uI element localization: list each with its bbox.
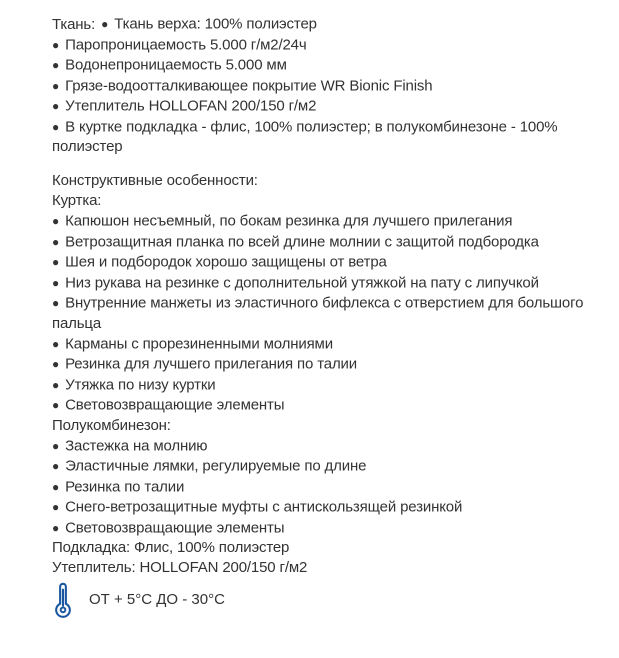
jacket-bullet-line — [52, 252, 608, 273]
jacket-item: Шея и подбородок хорошо защищены от ветра — [65, 253, 387, 271]
bullet-marker: ● — [52, 255, 60, 269]
bullet-marker: ● — [52, 58, 60, 72]
fabric-item: Грязе-водоотталкивающее покрытие WR Bionic Finish — [65, 77, 433, 94]
fabric-label: Ткань: — [52, 15, 96, 33]
bullet-marker: ● — [52, 275, 60, 290]
jacket-item: Карманы с прорезиненными молниями — [65, 335, 333, 352]
bullet-marker: ● — [52, 357, 60, 371]
fabric-item: Паропроницаемость 5.000 г/м2/24ч — [65, 36, 307, 53]
bullet-marker: ● — [101, 17, 109, 31]
overalls-bullet-line — [52, 518, 608, 539]
bullet-marker: ● — [52, 296, 60, 310]
fabric-item: Утеплитель HOLLOFAN 200/150 г/м2 — [65, 97, 317, 115]
jacket-item: Капюшон несъемный, по бокам резинка для лучшего прилегания — [65, 212, 513, 230]
fabric-item: Водонепроницаемость 5.000 мм — [65, 56, 287, 74]
temperature-range-text: ОТ + 5°С ДО - 30°С — [89, 591, 225, 608]
bullet-marker: ● — [52, 438, 60, 453]
overalls-bullet-line — [52, 436, 608, 457]
overalls-item: Снего-ветрозащитные муфты с антискользящей резинкой — [65, 498, 463, 516]
overalls-item: Застежка на молнию — [65, 437, 208, 454]
bullet-marker: ● — [52, 520, 60, 535]
overalls-bullet-line — [52, 477, 608, 498]
bullet-marker: ● — [52, 119, 60, 134]
jacket-bullet-line — [52, 211, 608, 232]
bullet-marker: ● — [52, 78, 60, 93]
product-description — [52, 14, 608, 618]
bullet-marker: ● — [52, 459, 60, 473]
bullet-marker: ● — [52, 99, 60, 113]
overalls-label: Полукомбинезон: — [52, 416, 171, 434]
jacket-item: Световозвращающие элементы — [65, 396, 285, 414]
thermometer-icon — [52, 582, 74, 618]
construction-section — [52, 171, 608, 578]
fabric-first-line — [52, 14, 608, 35]
jacket-bullet-line — [52, 375, 608, 396]
jacket-label: Куртка: — [52, 192, 102, 209]
lining-line: Подкладка: Флис, 100% полиэстер — [52, 539, 290, 556]
overalls-item: Резинка по талии — [65, 478, 185, 495]
bullet-marker: ● — [52, 500, 60, 514]
jacket-bullet-line — [52, 354, 608, 375]
fabric-bullet-line — [52, 96, 608, 117]
fabric-bullet-line — [52, 117, 608, 158]
jacket-item: Низ рукава на резинке с дополнительной утяжкой на пату с липучкой — [65, 274, 539, 291]
overalls-bullet-line — [52, 497, 608, 518]
jacket-item: Утяжка по низу куртки — [65, 376, 216, 393]
overalls-item: Эластичные лямки, регулируемые по длине — [65, 457, 367, 475]
fabric-item: Ткань верха: 100% полиэстер — [114, 15, 317, 33]
fabric-item: В куртке подкладка - флис, 100% полиэстер; в полукомбинезоне - 100% полиэстер — [52, 118, 558, 155]
jacket-bullet-line — [52, 232, 608, 253]
insulation-line: Утеплитель: HOLLOFAN 200/150 г/м2 — [52, 559, 308, 576]
bullet-marker: ● — [52, 336, 60, 351]
bullet-marker: ● — [52, 214, 60, 228]
overalls-bullet-line — [52, 456, 608, 477]
jacket-bullet-line — [52, 395, 608, 416]
bullet-marker: ● — [52, 234, 60, 249]
jacket-item: Резинка для лучшего прилегания по талии — [65, 355, 358, 373]
fabric-bullet-line — [52, 55, 608, 76]
fabric-section — [52, 14, 608, 157]
jacket-bullet-line — [52, 334, 608, 355]
jacket-bullet-line — [52, 293, 608, 334]
bullet-marker: ● — [52, 37, 60, 52]
fabric-bullet-line — [52, 35, 608, 56]
bullet-marker: ● — [52, 398, 60, 412]
jacket-item: Ветрозащитная планка по всей длине молнии с защитой подбородка — [65, 233, 539, 250]
temperature-range-row — [52, 582, 608, 618]
overalls-item: Световозвращающие элементы — [65, 519, 285, 536]
jacket-bullet-line — [52, 273, 608, 294]
fabric-bullet-line — [52, 76, 608, 97]
bullet-marker: ● — [52, 479, 60, 494]
construction-heading: Конструктивные особенности: — [52, 172, 258, 189]
jacket-item: Внутренние манжеты из эластичного бифлекса с отверстием для большого пальца — [52, 294, 584, 332]
bullet-marker: ● — [52, 377, 60, 392]
